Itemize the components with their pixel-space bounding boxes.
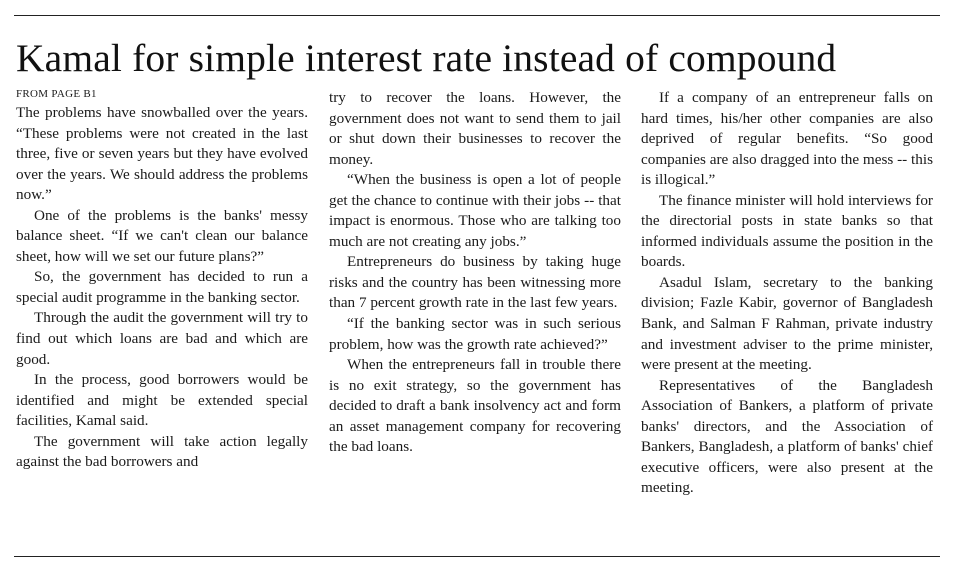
paragraph: try to recover the loans. However, the government does not want to send them to jail or shut down their businesses to recover the money. [329, 89, 621, 168]
article-column-3 [641, 88, 933, 499]
article-column-2 [329, 88, 621, 458]
paragraph: If a company of an entrepreneur falls on hard times, his/her other companies are also deprived of regular benefits. “So good companies are also dragged into the mess -- this is illogical.” [641, 89, 933, 189]
paragraph: Asadul Islam, secretary to the banking division; Fazle Kabir, governor of Bangladesh Bank, and Salman F Rahman, private industry and investment adviser to the prime minister, were present at the meeting. [641, 273, 933, 374]
paragraph: “When the business is open a lot of people get the chance to continue with their jobs -- that impact is enormous. Those who are talking too much are not creating any jobs.” [329, 171, 621, 250]
article-column-1 [16, 103, 308, 473]
paragraph: When the entrepreneurs fall in trouble there is no exit strategy, so the government has decided to draft a bank insolvency act and form an asset management company for recovering the bad loans. [329, 356, 621, 456]
paragraph: Through the audit the government will try to find out which loans are bad and which are good. [16, 309, 308, 368]
bottom-rule [14, 556, 940, 557]
paragraph: The government will take action legally against the bad borrowers and [16, 432, 308, 471]
paragraph: So, the government has decided to run a special audit programme in the banking sector. [16, 268, 308, 306]
paragraph: The finance minister will hold interviews for the directorial posts in state banks so that informed individuals assume the position in the boards. [641, 191, 933, 271]
paragraph: Entrepreneurs do business by taking huge risks and the country has been witnessing more than 7 percent growth rate in the last few years. [329, 253, 621, 312]
paragraph: The problems have snowballed over the years. “These problems were not created in the last three, five or seven years but they have evolved over the years. We should address the problems now.” [16, 104, 308, 204]
paragraph: Representatives of the Bangladesh Association of Bankers, a platform of private banks' directors, and the Association of Bankers, Bangladesh, a platform of banks' chief executive officers, were also present at the meeting. [641, 376, 933, 497]
continuation-kicker: FROM PAGE B1 [16, 88, 97, 100]
top-rule [14, 15, 940, 16]
headline: Kamal for simple interest rate instead of compound [16, 36, 837, 80]
paragraph: One of the problems is the banks' messy balance sheet. “If we can't clean our balance sheet, how will we set our future plans?” [16, 206, 308, 265]
paragraph: In the process, good borrowers would be identified and might be extended special facilities, Kamal said. [16, 371, 308, 430]
paragraph: “If the banking sector was in such serious problem, how was the growth rate achieved?” [329, 315, 621, 353]
